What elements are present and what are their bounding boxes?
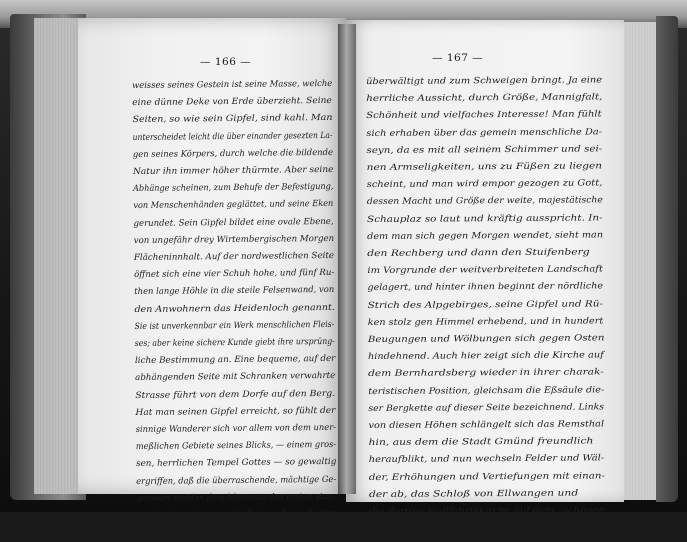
text-line: Strasse führt von dem Dorfe auf den Berg. bbox=[135, 388, 336, 401]
text-line: gelagert, und hinter ihnen beginnt der nördliche bbox=[367, 281, 603, 294]
text-line: der ab, das Schloß von Ellwangen und bbox=[368, 488, 579, 500]
text-line: Hat man seinen Gipfel erreicht, so fühlt der bbox=[135, 405, 336, 418]
text-line: unterscheidet leicht die über einander gesezten La- bbox=[132, 130, 333, 143]
text-line: öffnet sich eine vier Schuh hohe, und fünf Ru- bbox=[134, 268, 335, 281]
text-line: antiken Leben, die hier ihre Genüge finden wollte, bbox=[136, 526, 337, 539]
text-line: sich erhaben über das gemein menschliche Da- bbox=[366, 126, 602, 139]
text-line: weisses seines Gestein ist seine Masse, welche bbox=[132, 78, 333, 91]
text-line: dem man sich gegen Morgen wendet, sieht man bbox=[367, 230, 604, 242]
text-line: gerundet. Sein Gipfel bildet eine ovale Ebene, bbox=[133, 216, 334, 229]
text-line: Berge“ erheben sich feyerlich in dem waldigen bbox=[369, 522, 606, 535]
text-line: von Menschenhänden geglättet, und seine Eken bbox=[133, 199, 334, 212]
text-line: genwart wohl in dem Momente des ersten stau- bbox=[136, 491, 336, 504]
text-line: herrliche Aussicht, durch Größe, Mannigfalt, bbox=[366, 92, 603, 105]
text-line: gen seines Körpers, durch welche die bildende bbox=[132, 147, 334, 160]
text-line: nenden Anschauens, die Sehnsucht nach dem bbox=[136, 508, 337, 522]
right-page-number: — 167 — bbox=[432, 52, 484, 64]
text-line: Abhänge scheinen, zum Behufe der Befestigung, bbox=[133, 182, 334, 195]
left-page-edges bbox=[34, 18, 82, 494]
text-line: Schauplaz so laut und kräftig ausspricht. In- bbox=[366, 212, 603, 225]
text-line: then lange Höhle in die steile Felsenwand, von bbox=[134, 285, 335, 298]
text-line: scheint, und man wird empor gezogen zu Gott, bbox=[366, 178, 603, 191]
text-line: im Vorgrunde der weitverbreiteten Landschaft bbox=[367, 264, 604, 277]
text-line: ses; aber keine sichere Kunde giebt ihre ursprüng- bbox=[134, 336, 335, 350]
text-line: von diesen Höhen schlängelt sich das Remsthal bbox=[368, 419, 605, 432]
text-line: den Rechberg und dann den Stuifenberg bbox=[367, 247, 590, 260]
text-line: heraufblikt, und nun wechseln Felder und Wäl- bbox=[368, 453, 605, 466]
left-page-number: — 166 — bbox=[200, 56, 252, 68]
text-line: überwältigt und zum Schweigen bringt. Ja eine bbox=[366, 75, 603, 87]
text-line: abhängenden Seite mit Schranken verwahrte bbox=[135, 371, 336, 384]
text-line: Strich des Alpgebirges, seine Gipfel und Rü- bbox=[367, 298, 603, 311]
text-line: Seiten, so wie sein Gipfel, sind kahl. Man bbox=[132, 113, 333, 126]
text-line: hin, aus dem die Stadt Gmünd freundlich bbox=[368, 436, 594, 449]
text-line: ser Bergkette auf dieser Seite bezeichnend. Links bbox=[368, 402, 605, 414]
text-line: von ungefähr drey Wirtembergischen Morgen bbox=[133, 233, 335, 246]
text-line: meßlichen Gebiete seines Blicks, — einem gros- bbox=[135, 440, 337, 453]
right-page-text bbox=[366, 72, 605, 538]
left-page-text bbox=[132, 76, 337, 542]
text-line: seyn, da es mit all seinem Schimmer und sei- bbox=[366, 144, 603, 156]
text-line: den Anwohnern das Heidenloch genannt. bbox=[134, 302, 335, 315]
text-line: teristischen Position, gleichsam die Eßsäule die- bbox=[368, 385, 605, 397]
text-line: Sie ist unverkennbar ein Werk menschlichen Fleis- bbox=[134, 319, 335, 332]
text-line: der, Erhöhungen und Vertiefungen mit einan- bbox=[368, 471, 605, 483]
text-line: Natur ihn immer höher thürmte. Aber seine bbox=[132, 164, 334, 178]
text-line: ken stolz gen Himmel erhebend, und in hundert bbox=[367, 316, 604, 328]
text-line: eine dünne Deke von Erde überzieht. Seine bbox=[132, 96, 332, 109]
text-line: Schönheit und vielfaches Interesse! Man fühlt bbox=[366, 109, 602, 122]
text-line: liche Bestimmung an. Eine bequeme, auf der bbox=[134, 354, 336, 367]
text-line: dessen Macht und Größe der weite, majestätische bbox=[366, 195, 603, 208]
text-line: die dortige Wallfahrtskirche auf dem „schönen bbox=[369, 505, 605, 518]
text-line: nen Armseligkeiten, uns zu Füßen zu liegen bbox=[366, 161, 603, 174]
text-line: hindehnend. Auch hier zeigt sich die Kirche auf bbox=[367, 350, 604, 363]
text-line: Beugungen und Wölbungen sich gegen Osten bbox=[367, 333, 605, 346]
text-line: sinnige Wanderer sich vor allem von dem uner- bbox=[135, 422, 337, 436]
text-line: ergriffen, daß die überraschende, mächtige Ge- bbox=[136, 474, 337, 487]
text-line: Flächeninnhalt. Auf der nordwestlichen Seite bbox=[133, 250, 335, 264]
text-line: sen, herrlichen Tempel Gottes — so gewaltig bbox=[135, 457, 337, 470]
text-line: dem Bernhardsberg wieder in ihrer charak- bbox=[368, 367, 604, 380]
